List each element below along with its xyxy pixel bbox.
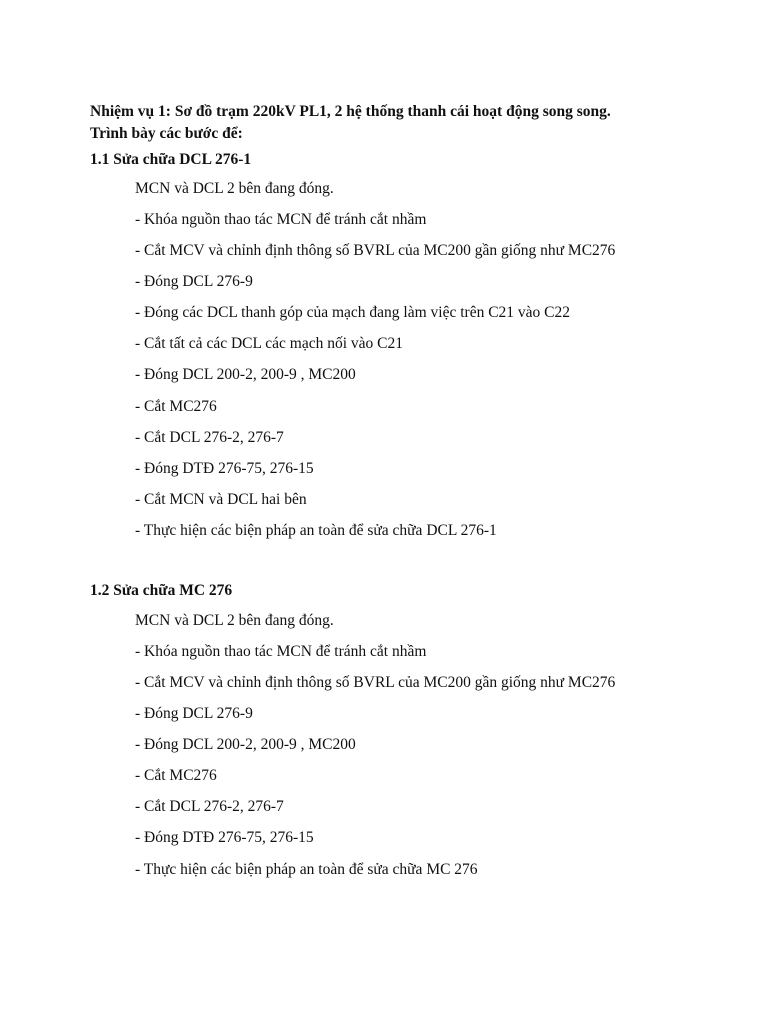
step-1-1-10: - Đóng DTĐ 276-75, 276-15 bbox=[135, 460, 314, 477]
step-1-1-1: MCN và DCL 2 bên đang đóng. bbox=[135, 180, 334, 197]
step-1-2-1: MCN và DCL 2 bên đang đóng. bbox=[135, 612, 334, 629]
step-1-2-8: - Đóng DTĐ 276-75, 276-15 bbox=[135, 829, 314, 846]
step-1-2-5: - Đóng DCL 200-2, 200-9 , MC200 bbox=[135, 736, 356, 753]
step-1-1-2: - Khóa nguồn thao tác MCN để tránh cắt nhầm bbox=[135, 211, 427, 228]
step-1-2-7: - Cắt DCL 276-2, 276-7 bbox=[135, 798, 284, 815]
step-1-2-2: - Khóa nguồn thao tác MCN để tránh cắt nhầm bbox=[135, 643, 427, 660]
step-1-1-12: - Thực hiện các biện pháp an toàn để sửa chữa DCL 276-1 bbox=[135, 522, 497, 539]
step-1-2-4: - Đóng DCL 276-9 bbox=[135, 705, 253, 722]
step-1-2-6: - Cắt MC276 bbox=[135, 767, 217, 784]
title-line-1: Nhiệm vụ 1: Sơ đồ trạm 220kV PL1, 2 hệ thống thanh cái hoạt động song song. bbox=[90, 103, 611, 120]
step-1-1-7: - Đóng DCL 200-2, 200-9 , MC200 bbox=[135, 366, 356, 383]
step-1-2-3: - Cắt MCV và chỉnh định thông số BVRL của MC200 gần giống như MC276 bbox=[135, 674, 616, 691]
step-1-1-5: - Đóng các DCL thanh góp của mạch đang làm việc trên C21 vào C22 bbox=[135, 304, 571, 321]
step-1-1-4: - Đóng DCL 276-9 bbox=[135, 273, 253, 290]
step-1-2-9: - Thực hiện các biện pháp an toàn để sửa chữa MC 276 bbox=[135, 861, 478, 878]
title-line-2: Trình bày các bước để: bbox=[90, 125, 243, 142]
section-heading-1-1: 1.1 Sửa chữa DCL 276-1 bbox=[90, 151, 252, 168]
step-1-1-9: - Cắt DCL 276-2, 276-7 bbox=[135, 429, 284, 446]
document-title bbox=[90, 101, 730, 145]
section-heading-1-2: 1.2 Sửa chữa MC 276 bbox=[90, 582, 233, 599]
step-1-1-3: - Cắt MCV và chỉnh định thông số BVRL của MC200 gần giống như MC276 bbox=[135, 242, 616, 259]
step-1-1-11: - Cắt MCN và DCL hai bên bbox=[135, 491, 307, 508]
step-1-1-8: - Cắt MC276 bbox=[135, 398, 217, 415]
step-1-1-6: - Cắt tất cả các DCL các mạch nối vào C21 bbox=[135, 335, 403, 352]
